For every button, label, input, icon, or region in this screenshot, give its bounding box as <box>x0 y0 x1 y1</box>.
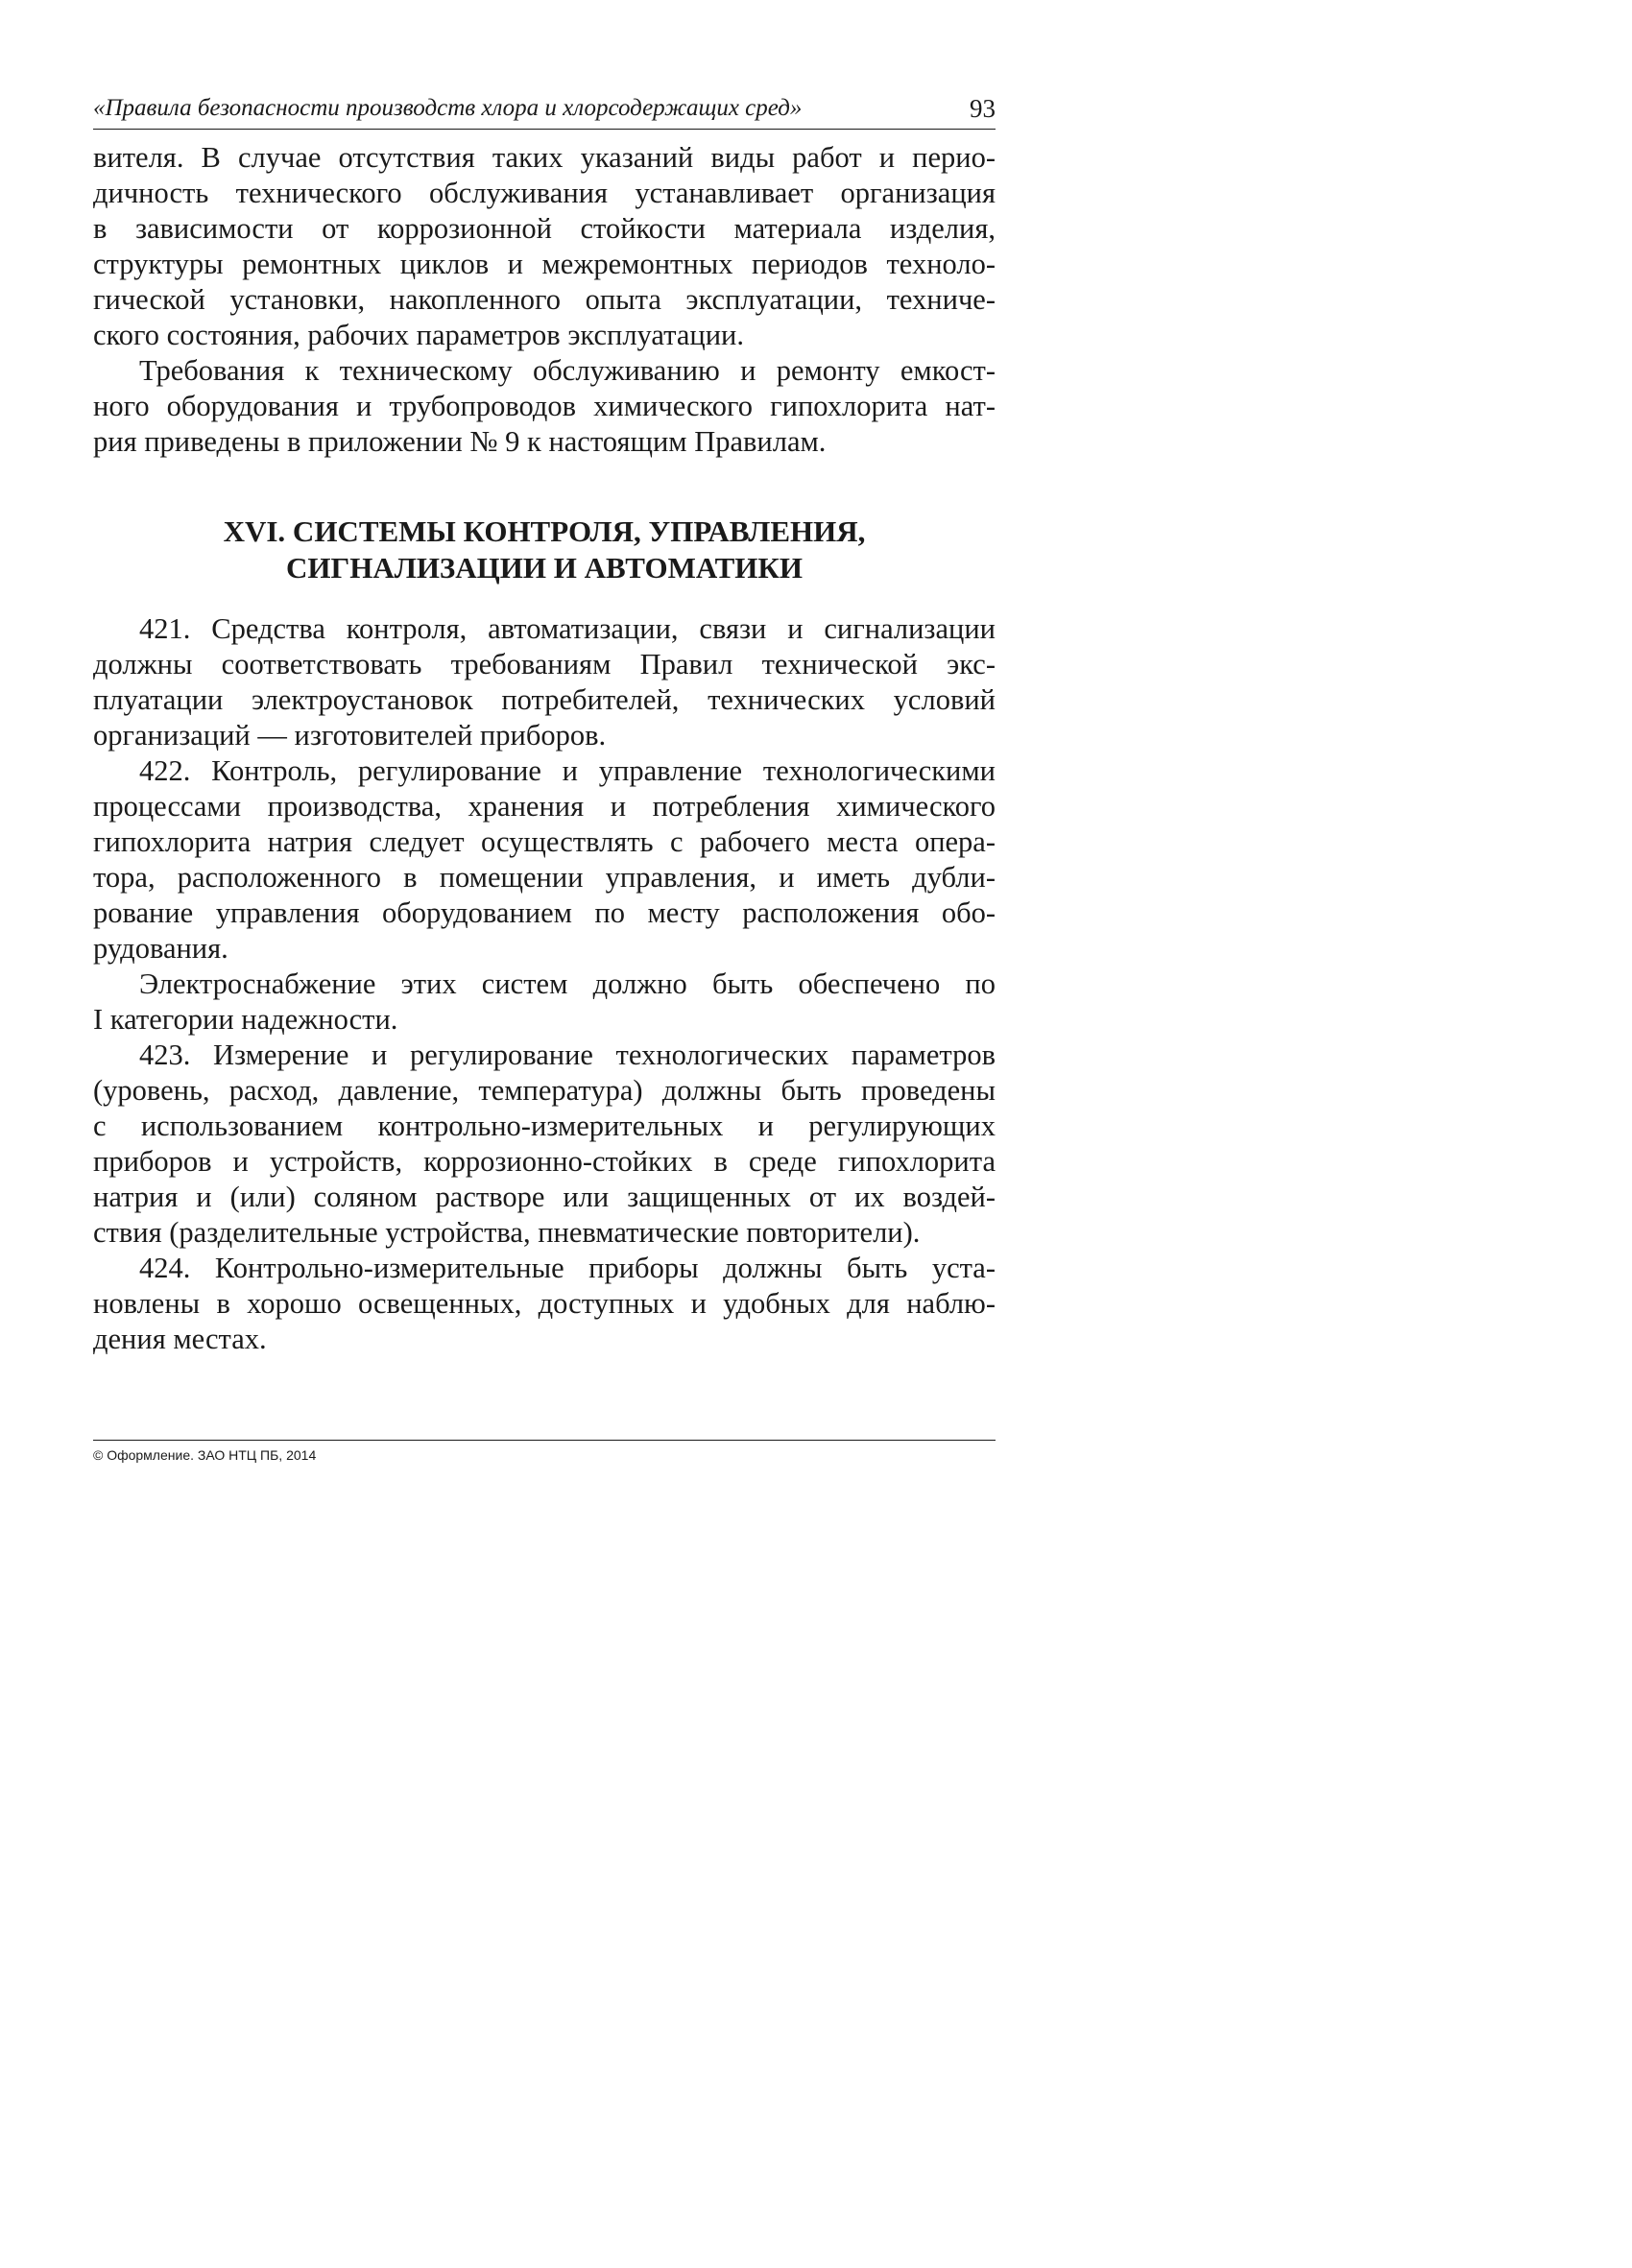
clause-421 <box>93 611 996 753</box>
text-line: должны соответствовать требованиям Правил технической экс- <box>93 648 996 680</box>
text-line: в зависимости от коррозионной стойкости материала изделия, <box>93 212 996 245</box>
clause-422-power-supply <box>93 967 996 1038</box>
text-line: I категории надежности. <box>93 1003 398 1036</box>
text-line: 423. Измерение и регулирование технологических параметров <box>139 1039 996 1071</box>
section-heading-line: XVI. СИСТЕМЫ КОНТРОЛЯ, УПРАВЛЕНИЯ, <box>223 514 866 548</box>
clause-423 <box>93 1038 996 1251</box>
copyright-notice: © Оформление. ЗАО НТЦ ПБ, 2014 <box>93 1447 317 1463</box>
page-header <box>93 92 996 130</box>
text-line: с использованием контрольно-измерительных и регулирующих <box>93 1110 996 1142</box>
page-number: 93 <box>970 94 996 123</box>
text-line: приборов и устройств, коррозионно-стойких в среде гипохлорита <box>93 1145 996 1178</box>
section-heading <box>93 513 996 586</box>
clause-424 <box>93 1251 996 1357</box>
page-footer <box>93 1440 996 1464</box>
text-line: 424. Контрольно-измерительные приборы должны быть уста- <box>139 1252 996 1284</box>
text-line: тора, расположенного в помещении управления, и иметь дубли- <box>93 861 996 894</box>
text-line: гипохлорита натрия следует осуществлять с рабочего места опера- <box>93 825 996 858</box>
paragraph-maintenance-requirements <box>93 353 996 460</box>
text-line: плуатации электроустановок потребителей, технических условий <box>93 683 996 716</box>
text-line: рудования. <box>93 932 228 965</box>
text-line: ствия (разделительные устройства, пневматические повторители). <box>93 1216 921 1249</box>
text-line: ного оборудования и трубопроводов химического гипохлорита нат- <box>93 390 996 422</box>
page-body <box>93 140 996 1357</box>
text-line: новлены в хорошо освещенных, доступных и удобных для наблю- <box>93 1287 996 1320</box>
text-line: 422. Контроль, регулирование и управление технологическими <box>139 754 996 787</box>
running-title: «Правила безопасности производств хлора и хлорсодержащих сред» <box>93 95 803 121</box>
text-line: рия приведены в приложении № 9 к настоящим Правилам. <box>93 425 827 458</box>
text-line: дичность технического обслуживания устанавливает организация <box>93 177 996 209</box>
text-line: организаций — изготовителей приборов. <box>93 719 607 752</box>
text-line: гической установки, накопленного опыта эксплуатации, техниче- <box>93 283 996 316</box>
section-heading-line: СИГНАЛИЗАЦИИ И АВТОМАТИКИ <box>286 551 803 585</box>
paragraph-continuation <box>93 140 996 353</box>
text-line: дения местах. <box>93 1323 267 1355</box>
spacer <box>93 586 996 611</box>
spacer <box>93 460 996 513</box>
text-line: ского состояния, рабочих параметров эксплуатации. <box>93 319 744 351</box>
text-line: Требования к техническому обслуживанию и ремонту емкост- <box>139 354 996 387</box>
text-line: процессами производства, хранения и потребления химического <box>93 790 996 823</box>
text-line: (уровень, расход, давление, температура) должны быть проведены <box>93 1074 996 1107</box>
text-line: структуры ремонтных циклов и межремонтных периодов техноло- <box>93 248 996 280</box>
clause-422 <box>93 753 996 967</box>
text-line: натрия и (или) соляном растворе или защищенных от их воздей- <box>93 1181 996 1213</box>
text-line: вителя. В случае отсутствия таких указаний виды работ и перио- <box>93 141 996 174</box>
text-line: Электроснабжение этих систем должно быть обеспечено по <box>139 967 996 1000</box>
text-line: рование управления оборудованием по месту расположения обо- <box>93 896 996 929</box>
text-line: 421. Средства контроля, автоматизации, связи и сигнализации <box>139 612 996 645</box>
